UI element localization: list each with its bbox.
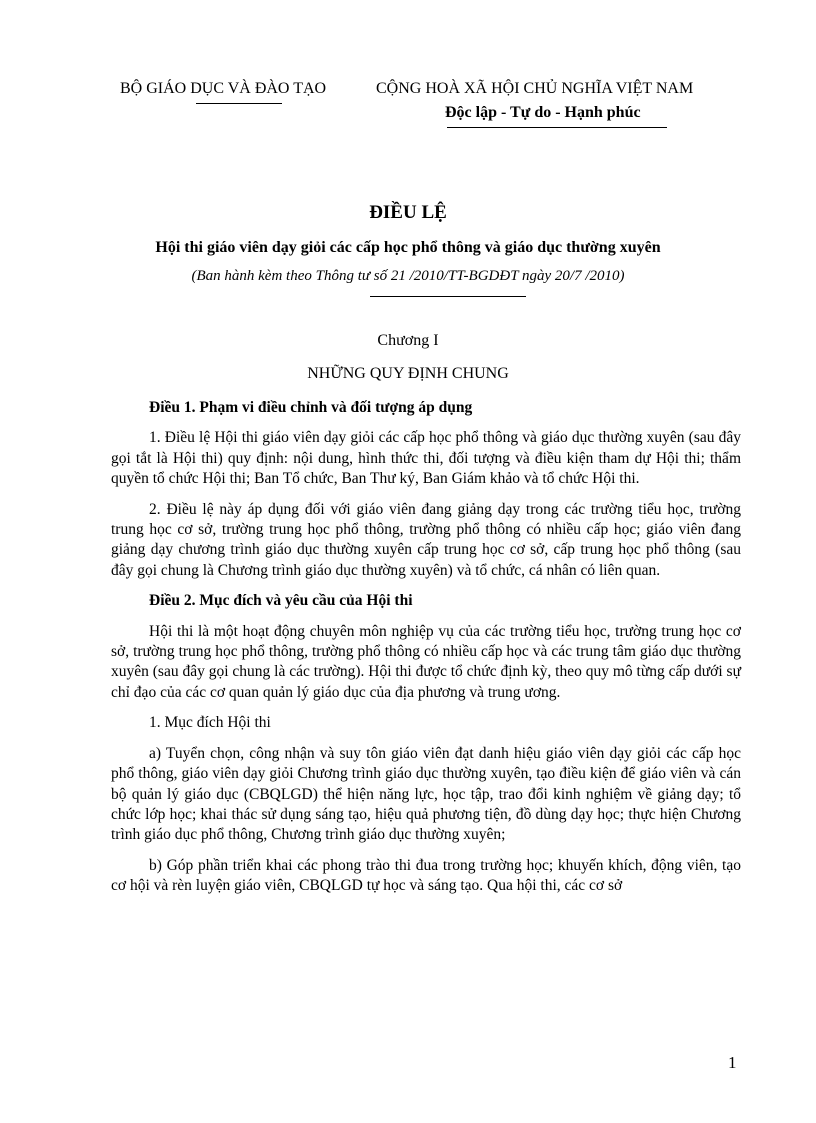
country-name: CỘNG HOÀ XÃ HỘI CHỦ NGHĨA VIỆT NAM [376, 80, 694, 97]
title-divider [370, 296, 526, 297]
ministry-name: BỘ GIÁO DỤC VÀ ĐÀO TẠO [120, 80, 327, 97]
chapter-number: Chương I [377, 332, 439, 349]
article-1-paragraph-2: 2. Điều lệ này áp dụng đối với giáo viên đang giảng dạy trong các trường tiểu học, trường trung học cơ sở, trường trung học phổ thông, trường phổ thông có nhiều cấp học; giáo viên đang giảng dạy chương trình giáo dục thường xuyên cấp trung học cơ sở, cấp trung học phổ thông (sau đây gọi chung là Chương trình giáo dục thường xuyên) và tổ chức, cá nhân có liên quan. [111, 500, 741, 579]
article-1-heading: Điều 1. Phạm vi điều chỉnh và đối tượng áp dụng [149, 399, 473, 416]
national-motto: Độc lập - Tự do - Hạnh phúc [445, 104, 641, 121]
purpose-item-a: a) Tuyển chọn, công nhận và suy tôn giáo viên đạt danh hiệu giáo viên dạy giỏi các cấp học phổ thông, giáo viên dạy giỏi Chương trình giáo dục thường xuyên, tạo điều kiện để giáo viên và cán bộ quản lý giáo dục (CBQLGD) thể hiện năng lực, học tập, trao đổi kinh nghiệm về giảng dạy; tổ chức lớp học; khai thác sử dụng sáng tạo, hiệu quả phương tiện, đồ dùng dạy học; thực hiện Chương trình giáo dục phổ thông, Chương trình giáo dục thường xuyên; [111, 744, 741, 844]
article-2-heading: Điều 2. Mục đích và yêu cầu của Hội thi [149, 592, 413, 610]
chapter-name: NHỮNG QUY ĐỊNH CHUNG [307, 365, 509, 382]
document-body [111, 398, 741, 907]
issued-note: (Ban hành kèm theo Thông tư số 21 /2010/TT-BGDĐT ngày 20/7 /2010) [191, 268, 625, 284]
document-title: ĐIỀU LỆ [369, 202, 447, 223]
ministry-underline [196, 103, 282, 104]
page-number: 1 [728, 1053, 737, 1072]
document-subtitle: Hội thi giáo viên dạy giỏi các cấp học phổ thông và giáo dục thường xuyên [155, 239, 661, 256]
article-2-paragraph-1: Hội thi là một hoạt động chuyên môn nghiệp vụ của các trường tiểu học, trường trung học cơ sở, trường trung học phổ thông, trường phổ thông có nhiều cấp học và các trung tâm giáo dục thường xuyên (sau đây gọi chung là các trường). Hội thi được tổ chức định kỳ, theo quy mô từng cấp dưới sự chỉ đạo của các cơ quan quản lý giáo dục của địa phương và trung ương. [111, 622, 741, 701]
motto-underline [447, 127, 667, 128]
purpose-heading: 1. Mục đích Hội thi [149, 714, 271, 732]
purpose-item-b: b) Góp phần triển khai các phong trào thi đua trong trường học; khuyến khích, động viên, tạo cơ hội và rèn luyện giáo viên, CBQLGD tự học và sáng tạo. Qua hội thi, các cơ sở [111, 856, 741, 895]
article-1-paragraph-1: 1. Điều lệ Hội thi giáo viên dạy giỏi các cấp học phổ thông và giáo dục thường xuyên (sau đây gọi tắt là Hội thi) quy định: nội dung, hình thức thi, đối tượng và điều kiện tham dự Hội thi; thẩm quyền tổ chức Hội thi; Ban Tổ chức, Ban Thư ký, Ban Giám khảo và tổ chức Hội thi. [111, 429, 741, 488]
